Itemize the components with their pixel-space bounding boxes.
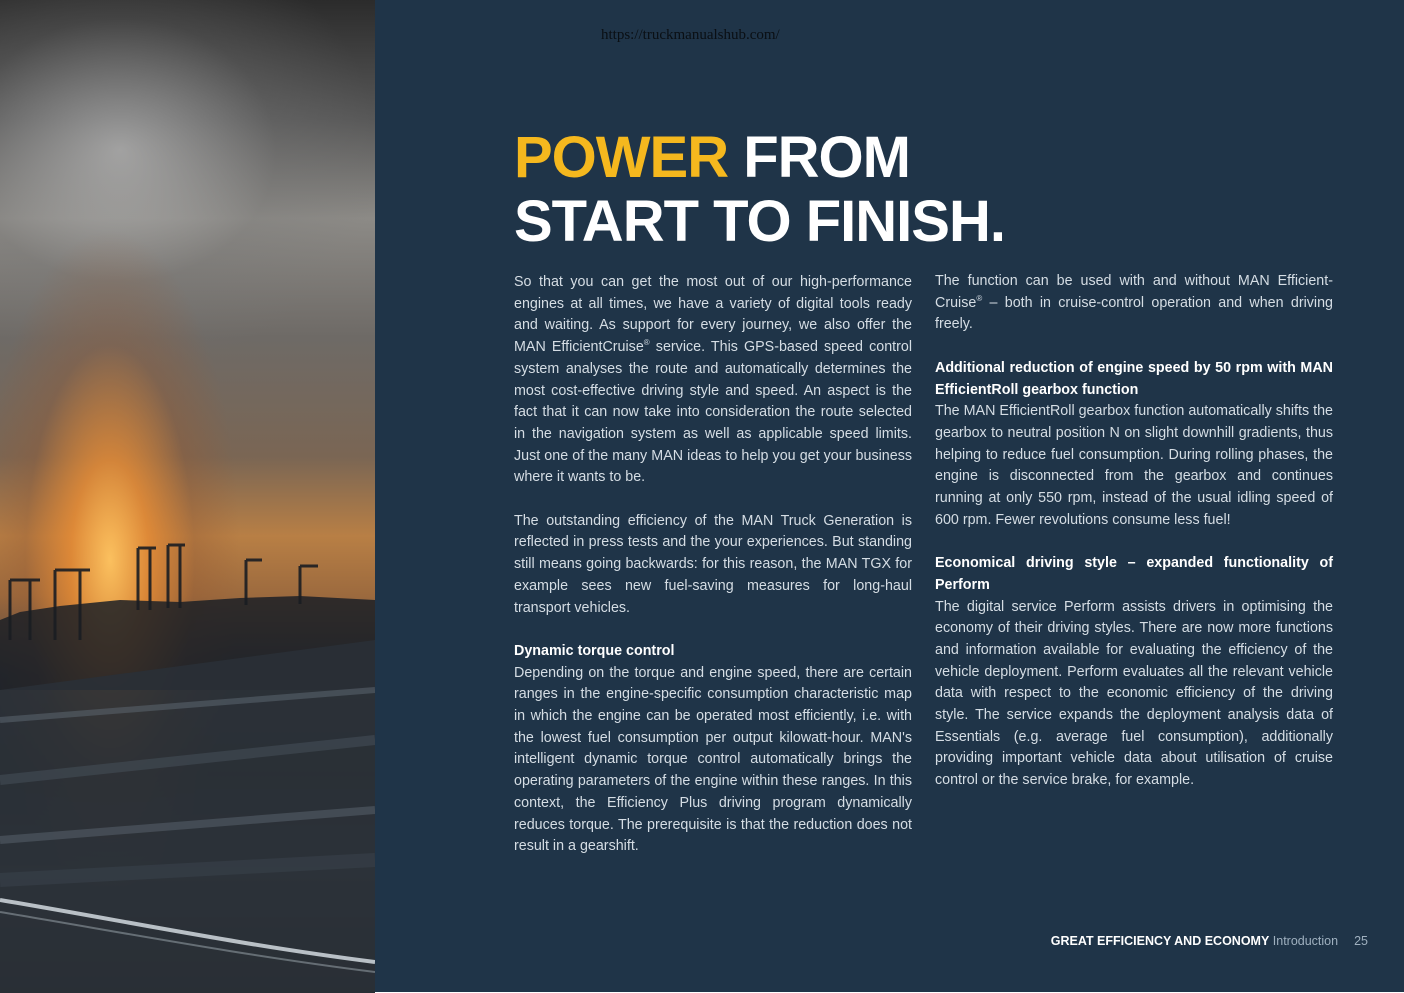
source-url[interactable]: https://truckmanualshub.com/ bbox=[601, 27, 780, 43]
intro-text-b: service. This GPS-based speed control system analyses the route and automatically determines the most cost-effective driving style and speed. An aspect is the fact that it can now take into consideration the route selected in the navigation system as well as applicable speed limits. Just one of the many MAN ideas to help you get your business where it wants to be. bbox=[514, 339, 913, 486]
perform-paragraph: The digital service Perform assists drivers in optimising the economy of their driving styles. There are now more functions and information available for evaluating the efficiency of the vehicle deployment. Perform evaluates all the relevant vehicle data with respect to the economic efficiency of the driving style. The service expands the deployment analysis data of Essentials (e.g. average fuel consumption), additionally providing important vehicle data about utilisation of cruise control or the service brake, for example. bbox=[935, 598, 1333, 789]
cover-photo bbox=[0, 0, 375, 993]
cruise-text-b: – both in cruise-control operation and when driving freely. bbox=[935, 294, 1333, 333]
intro-text-a: So that you can get the most out of our high-performance engines at all times, we have a variety of digital tools ready and waiting. As support for every journey, we also offer the MAN EfficientCruise bbox=[514, 274, 912, 356]
efficientroll-heading: Additional reduction of engine speed by 50 rpm with MAN EfficientRoll gearbox function bbox=[935, 359, 1333, 398]
headline-line1: FROM bbox=[728, 125, 910, 190]
intro-paragraph bbox=[514, 272, 912, 489]
registered-mark: ® bbox=[976, 293, 983, 303]
footer-subsection: Introduction bbox=[1269, 934, 1339, 948]
harbor-road-image bbox=[0, 0, 375, 993]
cruise-text-a: The function can be used with and without MAN EfficientCruise bbox=[935, 273, 1333, 311]
footer-section: GREAT EFFICIENCY AND ECONOMY bbox=[1050, 934, 1270, 948]
headline-line2: START TO FINISH. bbox=[514, 189, 1005, 254]
page-number: 25 bbox=[1354, 934, 1368, 948]
headline-accent: POWER bbox=[514, 125, 729, 190]
page-headline bbox=[514, 126, 1005, 254]
text-column-left bbox=[514, 272, 912, 858]
cruise-paragraph bbox=[935, 271, 1333, 336]
perform-heading: Economical driving style – expanded functionality of Perform bbox=[935, 555, 1333, 593]
registered-mark: ® bbox=[643, 338, 650, 348]
page-footer bbox=[1051, 934, 1368, 948]
efficientroll-paragraph: The MAN EfficientRoll gearbox function automatically shifts the gearbox to neutral position N on slight downhill gradients, thus helping to reduce fuel consumption. During rolling phases, the engine is disconnected from the gearbox and continues running at only 550 rpm, instead of the usual idling speed of 600 rpm. Fewer revolutions consume less fuel! bbox=[935, 403, 1333, 528]
torque-paragraph: Depending on the torque and engine speed, there are certain ranges in the engine-specific consumption characteristic map in which the engine can be operated most efficiently, i.e. with the lowest fuel consumption per output kilowatt-hour. MAN's intelligent dynamic torque control automatically brings the operating parameters of the engine within these ranges. In this context, the Efficiency Plus driving program dynamically reduces torque. The prerequisite is that the reduction does not result in a gearshift. bbox=[514, 664, 912, 855]
torque-heading: Dynamic torque control bbox=[514, 642, 675, 659]
efficiency-paragraph: The outstanding efficiency of the MAN Truck Generation is reflected in press tests and the your experiences. But standing still means going backwards: for this reason, the MAN TGX for example sees new fuel-saving measures for long-haul transport vehicles. bbox=[514, 512, 912, 616]
text-column-right bbox=[935, 271, 1333, 792]
